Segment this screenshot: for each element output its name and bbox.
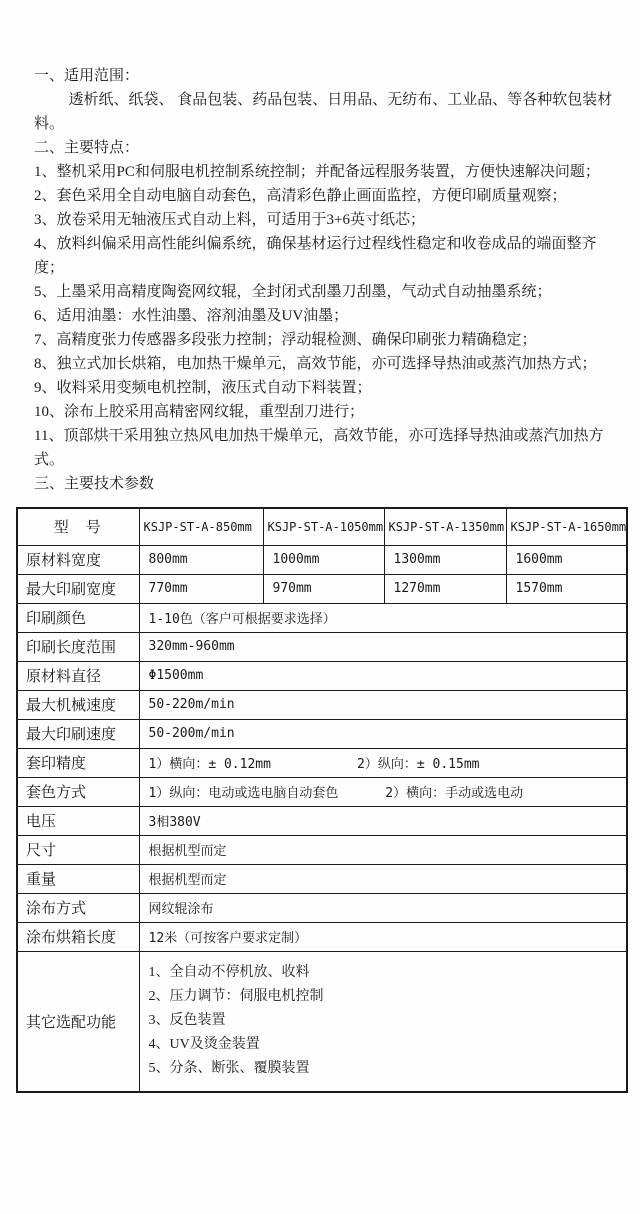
material-width-label: 原材料宽度 [17,545,139,574]
material-width-value-1: 800mm [139,545,263,574]
feature-item-3: 3、放卷采用无轴液压式自动上料，可适用于3+6英寸纸芯； [34,212,425,228]
weight-value: 根据机型而定 [139,864,627,893]
material-width-value-3: 1300mm [384,545,506,574]
material-diameter-value: Φ1500mm [139,661,627,690]
section1-paragraph: 透析纸、纸袋、 食品包装、药品包装、日用品、无纺布、工业品、等各种软包装材料。 [34,92,613,132]
print-width-value-1: 770mm [139,574,263,603]
coating-oven-row [17,922,627,951]
optional-function-4: 4、UV及烫金装置 [148,1037,260,1053]
optional-functions-list [139,951,627,1092]
document-text [34,64,625,496]
feature-item-2: 2、套色采用全自动电脑自动套色，高清彩色静止画面监控，方便印刷质量观察； [34,188,567,204]
max-print-speed-value: 50-200m/min [139,719,627,748]
section1-heading: 一、适用范围： [34,68,140,84]
voltage-row [17,806,627,835]
material-width-value-4: 1600mm [506,545,627,574]
material-width-value-2: 1000mm [263,545,384,574]
voltage-label: 电压 [17,806,139,835]
model-1650-value: KSJP-ST-A-1650mm [506,508,627,545]
print-colors-value: 1-10色（客户可根据要求选择） [139,603,627,632]
coating-mode-label: 涂布方式 [17,893,139,922]
dimensions-label: 尺寸 [17,835,139,864]
feature-item-11: 11、顶部烘干采用独立热风电加热干燥单元，高效节能，亦可选择导热油或蒸汽加热方式。 [34,428,604,468]
material-diameter-label: 原材料直径 [17,661,139,690]
document-page [0,64,640,1214]
print-width-value-2: 970mm [263,574,384,603]
coating-mode-value: 网纹辊涂布 [139,893,627,922]
dimensions-value: 根据机型而定 [139,835,627,864]
section2-heading: 二、主要特点： [34,140,140,156]
max-mech-speed-value: 50-220m/min [139,690,627,719]
feature-item-6: 6、适用油墨：水性油墨、溶剂油墨及UV油墨； [34,308,349,324]
coating-oven-value: 12米（可按客户要求定制） [139,922,627,951]
material-diameter-row [17,661,627,690]
coating-mode-row [17,893,627,922]
print-colors-label: 印刷颜色 [17,603,139,632]
max-print-speed-row [17,719,627,748]
model-row [17,508,627,545]
print-length-row [17,632,627,661]
coating-oven-label: 涂布烘箱长度 [17,922,139,951]
feature-item-4: 4、放料纠偏采用高性能纠偏系统，确保基材运行过程线性稳定和收卷成品的端面整齐度； [34,236,597,276]
feature-item-7: 7、高精度张力传感器多段张力控制；浮动辊检测、确保印刷张力精确稳定； [34,332,537,348]
register-accuracy-label: 套印精度 [17,748,139,777]
register-mode-label: 套色方式 [17,777,139,806]
optional-function-2: 2、压力调节：伺服电机控制 [148,989,324,1005]
dimensions-row [17,835,627,864]
voltage-value: 3相380V [139,806,627,835]
optional-function-5: 5、分条、断张、覆膜装置 [148,1061,310,1077]
max-mech-speed-row [17,690,627,719]
register-mode-value: 1）纵向：电动或选电脑自动套色 2）横向：手动或选电动 [139,777,627,806]
model-850-value: KSJP-ST-A-850mm [139,508,263,545]
model-1350-value: KSJP-ST-A-1350mm [384,508,506,545]
max-print-speed-label: 最大印刷速度 [17,719,139,748]
print-length-value: 320mm-960mm [139,632,627,661]
print-colors-row [17,603,627,632]
register-mode-row [17,777,627,806]
section3-heading: 三、主要技术参数 [34,476,155,492]
material-width-row [17,545,627,574]
weight-label: 重量 [17,864,139,893]
register-accuracy-value: 1）横向：± 0.12mm 2）纵向：± 0.15mm [139,748,627,777]
optional-functions-label: 其它选配功能 [17,951,139,1092]
print-width-row [17,574,627,603]
print-width-value-3: 1270mm [384,574,506,603]
register-accuracy-row [17,748,627,777]
optional-function-1: 1、全自动不停机放、收料 [148,965,310,981]
print-length-label: 印刷长度范围 [17,632,139,661]
specs-table [16,507,628,1093]
print-width-label: 最大印刷宽度 [17,574,139,603]
model-row-label: 型 号 [17,508,139,545]
model-1050-value: KSJP-ST-A-1050mm [263,508,384,545]
max-mech-speed-label: 最大机械速度 [17,690,139,719]
feature-item-5: 5、上墨采用高精度陶瓷网纹辊，全封闭式刮墨刀刮墨，气动式自动抽墨系统； [34,284,552,300]
print-width-value-4: 1570mm [506,574,627,603]
feature-item-9: 9、收料采用变频电机控制，液压式自动下料装置； [34,380,372,396]
feature-item-1: 1、整机采用PC和伺服电机控制系统控制；并配备远程服务装置，方便快速解决问题； [34,164,600,180]
feature-item-8: 8、独立式加长烘箱，电加热干燥单元，高效节能，亦可选择导热油或蒸汽加热方式； [34,356,597,372]
optional-function-3: 3、反色装置 [148,1013,226,1029]
feature-item-10: 10、涂布上胶采用高精密网纹辊，重型刮刀进行； [34,404,365,420]
weight-row [17,864,627,893]
optional-functions-row [17,951,627,1092]
